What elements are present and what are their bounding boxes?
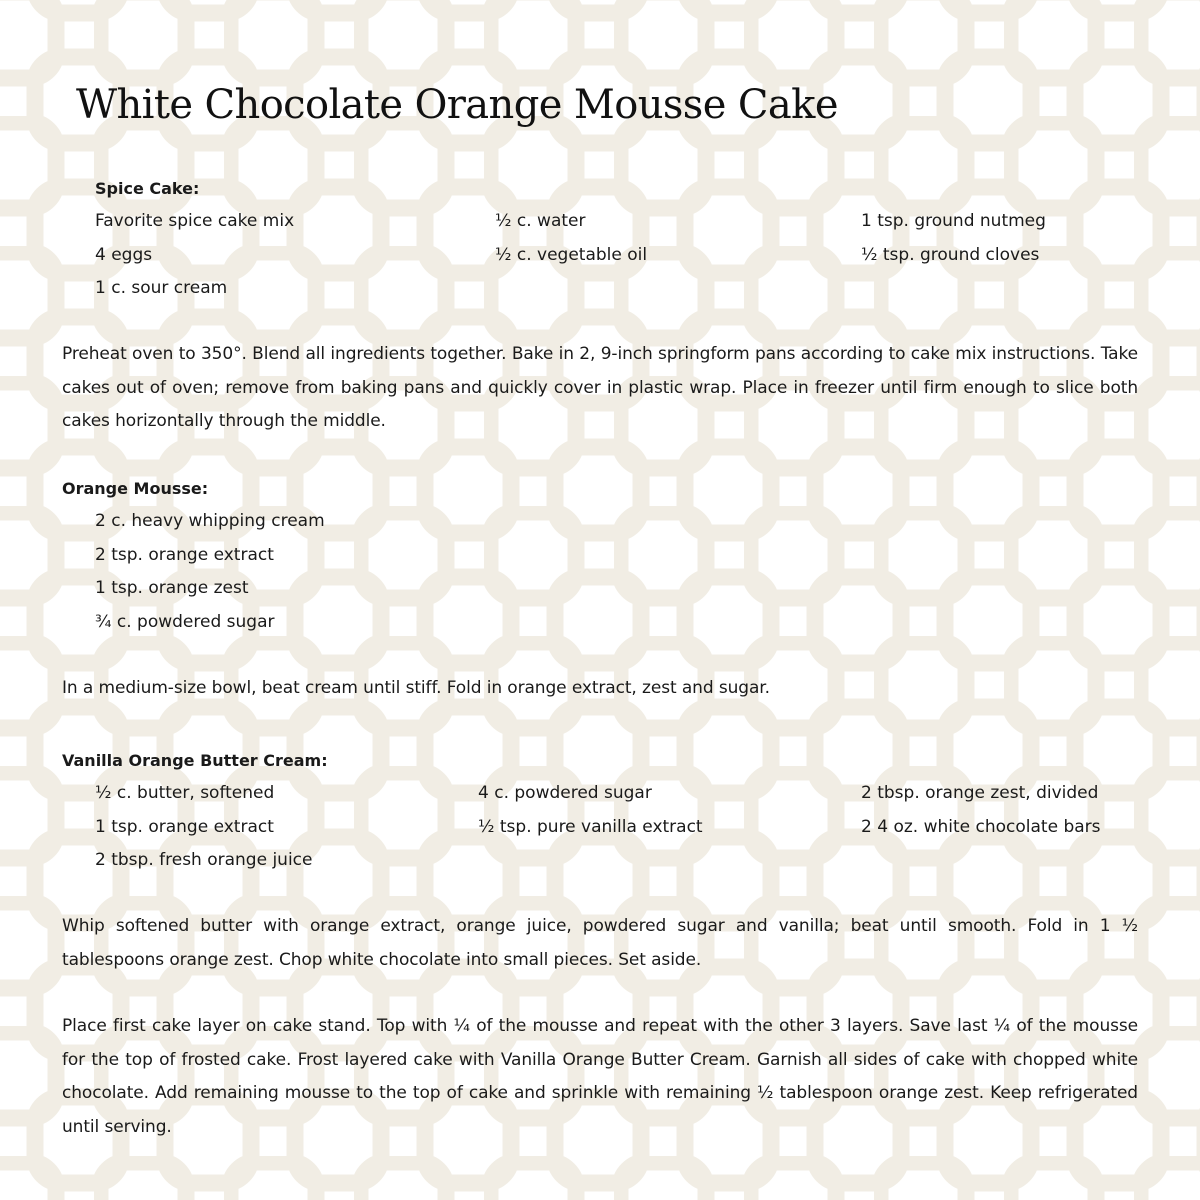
ingredient: 2 tbsp. fresh orange juice xyxy=(95,850,313,870)
ingredient: 4 c. powdered sugar xyxy=(478,783,652,803)
ingredient: 1 c. sour cream xyxy=(95,278,228,298)
butter-cream-col3 xyxy=(861,777,1101,844)
orange-mousse-heading: Orange Mousse: xyxy=(62,479,209,498)
ingredient: 1 tsp. ground nutmeg xyxy=(861,211,1046,231)
ingredient: 1 tsp. orange zest xyxy=(95,578,249,598)
butter-cream-col1 xyxy=(95,777,313,878)
orange-mousse-instructions: In a medium-size bowl, beat cream until stiff. Fold in orange extract, zest and sugar. xyxy=(62,678,770,698)
ingredient: ½ tsp. ground cloves xyxy=(861,244,1040,265)
spice-cake-instructions: Preheat oven to 350°. Blend all ingredients together. Bake in 2, 9-inch springform pans according to cake mix instructions. Take cakes out of oven; remove from baking pans and quickly cover in plastic wrap. Place in freezer until firm enough to slice both cakes horizontally through the middle. xyxy=(62,344,1138,431)
ingredient: 2 4 oz. white chocolate bars xyxy=(861,816,1101,837)
spice-cake-col2 xyxy=(495,205,647,272)
ingredient: 4 eggs xyxy=(95,244,153,265)
butter-cream-instructions: Whip softened butter with orange extract, orange juice, powdered sugar and vanilla; beat until smooth. Fold in 1 ½ tablespoons orange zest. Chop white chocolate into small pieces. Set aside. xyxy=(62,916,1138,970)
ingredient: ¾ c. powdered sugar xyxy=(95,611,275,632)
butter-cream-heading: Vanilla Orange Butter Cream: xyxy=(62,751,328,770)
ingredient: Favorite spice cake mix xyxy=(95,211,295,231)
ingredient: ½ tsp. pure vanilla extract xyxy=(478,816,703,837)
ingredient: 2 c. heavy whipping cream xyxy=(95,511,325,531)
orange-mousse-list xyxy=(95,505,325,639)
ingredient: 2 tsp. orange extract xyxy=(95,544,274,565)
spice-cake-col1 xyxy=(95,205,294,306)
ingredient: ½ c. butter, softened xyxy=(95,783,275,803)
recipe-title: White Chocolate Orange Mousse Cake xyxy=(76,82,838,128)
ingredient: ½ c. vegetable oil xyxy=(495,244,648,265)
assembly-instructions: Place first cake layer on cake stand. Top with ¼ of the mousse and repeat with the other 3 layers. Save last ¼ of the mousse for the top of frosted cake. Frost layered cake with Vanilla Orange Butter Cream. Garnish all sides of cake with chopped white chocolate. Add remaining mousse to the top of cake and sprinkle with remaining ½ tablespoon orange zest. Keep refrigerated until serving. xyxy=(62,1016,1138,1137)
butter-cream-col2 xyxy=(478,777,703,844)
ingredient: ½ c. water xyxy=(495,211,586,231)
ingredient: 2 tbsp. orange zest, divided xyxy=(861,783,1099,803)
ingredient: 1 tsp. orange extract xyxy=(95,816,274,837)
spice-cake-col3 xyxy=(861,205,1046,272)
spice-cake-heading: Spice Cake: xyxy=(95,179,200,198)
